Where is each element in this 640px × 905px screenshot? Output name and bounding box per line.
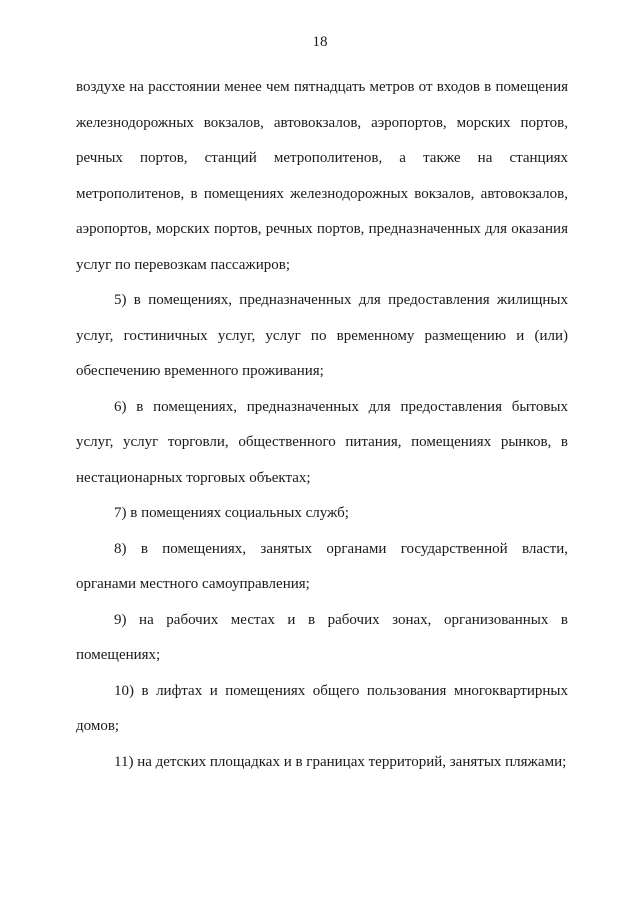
paragraph-item-10: 10) в лифтах и помещениях общего пользования многоквартирных домов; — [76, 682, 568, 734]
paragraph-item-5: 5) в помещениях, предназначенных для предоставления жилищных услуг, гостиничных услуг, услуг по временному размещению и (или) обеспечению временного проживания; — [76, 292, 568, 379]
paragraph-item-11: 11) на детских площадках и в границах территорий, занятых пляжами; — [114, 753, 567, 770]
paragraph-item-9: 9) на рабочих местах и в рабочих зонах, организованных в помещениях; — [76, 611, 568, 663]
page-number: 18 — [312, 34, 328, 50]
paragraph-item-7: 7) в помещениях социальных служб; — [114, 505, 349, 521]
paragraph-item-8: 8) в помещениях, занятых органами государственной власти, органами местного самоуправления; — [76, 540, 568, 592]
paragraph-continuation: воздухе на расстоянии менее чем пятнадцать метров от входов в помещения железнодорожных вокзалов, автовокзалов, аэропортов, морских портов, речных портов, станций метрополитенов, а также на станциях метрополитенов, в помещениях железнодорожных вокзалов, автовокзалов, аэропортов, морских портов, речных портов, предназначенных для оказания услуг по перевозкам пассажиров; — [76, 79, 568, 273]
document-body — [76, 70, 568, 780]
paragraph-item-6: 6) в помещениях, предназначенных для предоставления бытовых услуг, услуг торговли, общественного питания, помещениях рынков, в нестационарных торговых объектах; — [76, 398, 568, 486]
